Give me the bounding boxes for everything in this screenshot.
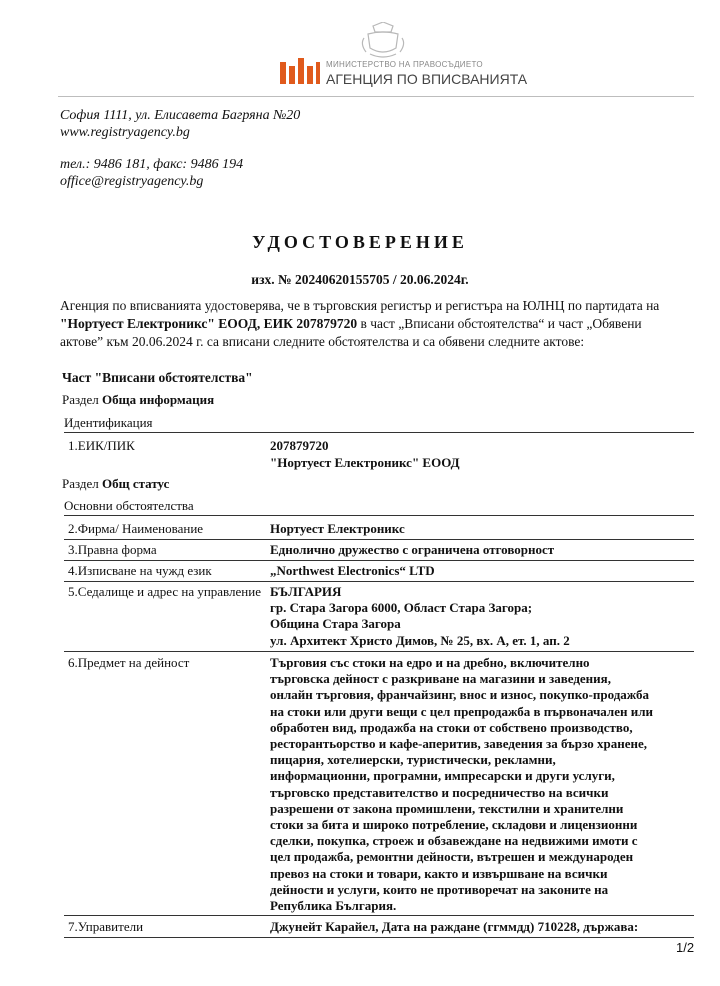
- activity-line: търговска дейност с разкриване на магазини и заведения,: [270, 671, 611, 687]
- section-prefix: Раздел: [62, 392, 103, 407]
- section-name: Общ статус: [102, 476, 170, 491]
- address-line: ул. Архитект Христо Димов, № 25, вх. А, ет. 1, ап. 2: [270, 632, 570, 648]
- section-heading-status: [62, 476, 169, 492]
- field-label-legal-form: 3.Правна форма: [68, 542, 157, 557]
- table-divider: [64, 937, 694, 938]
- activity-line: цел продажба, ремонтни дейности, вътрешен и международен: [270, 849, 634, 865]
- activity-line: разрешени от закона промишлени, текстилни и хранителни: [270, 800, 624, 816]
- agency-emblem-icon: [280, 56, 320, 86]
- contact-email[interactable]: office@registryagency.bg: [60, 174, 204, 189]
- intro-line-2: [60, 315, 696, 333]
- activity-line: търговско представителство и посредничество на всички: [270, 784, 609, 800]
- table-divider: [64, 560, 694, 561]
- address-line: БЪЛГАРИЯ: [270, 584, 342, 599]
- contact-website[interactable]: www.registryagency.bg: [60, 125, 190, 140]
- contact-address: София 1111, ул. Елисавета Багряна №20: [60, 108, 301, 123]
- intro-paragraph: [60, 297, 696, 351]
- field-label-eik: 1.ЕИК/ПИК: [68, 438, 135, 453]
- activity-line: дейности и услуги, които не противоречат на законите на: [270, 881, 609, 897]
- part-heading: Част "Вписани обстоятелства": [62, 370, 253, 385]
- section-prefix: Раздел: [62, 476, 103, 491]
- section-name: Обща информация: [102, 392, 215, 407]
- intro-line-1: Агенция по вписванията удостоверява, че в търговския регистър и регистъра на ЮЛНЦ по партидата на: [60, 298, 660, 313]
- activity-line: Република България.: [270, 898, 397, 914]
- subsection-main: Основни обстоятелства: [64, 498, 194, 513]
- intro-line-2-rest: в част „Вписани обстоятелства“ и част „Обявени: [357, 316, 642, 331]
- field-value-activity: [270, 655, 690, 914]
- field-value-firm: Нортуест Електроникс: [270, 521, 405, 536]
- header-divider: [58, 96, 694, 97]
- field-label-address: 5.Седалище и адрес на управление: [68, 584, 261, 599]
- table-divider: [64, 651, 694, 652]
- activity-line: обработен вид, продажба на стоки от собствено производство,: [270, 719, 633, 735]
- table-divider: [64, 432, 694, 433]
- document-title: УДОСТОВЕРЕНИЕ: [252, 232, 468, 252]
- field-value-company: "Нортуест Електроникс" ЕООД: [270, 455, 460, 470]
- activity-line: сделки, покупка, строеж и обзавеждане на недвижими имоти с: [270, 833, 638, 849]
- table-divider: [64, 515, 694, 516]
- subsection-identification: Идентификация: [64, 415, 153, 430]
- field-value-address: [270, 584, 690, 649]
- document-number: изх. № 20240620155705 / 20.06.2024г.: [251, 272, 469, 287]
- table-divider: [64, 915, 694, 916]
- field-value-managers: Джунейт Карайел, Дата на раждане (ггммдд) 710228, държава:: [270, 919, 639, 934]
- table-divider: [64, 581, 694, 582]
- intro-line-3: актове” към 20.06.2024 г. са вписани следните обстоятелства и са обявени следните актове:: [60, 334, 585, 349]
- address-line: Община Стара Загора: [270, 616, 401, 632]
- field-label-activity: 6.Предмет на дейност: [68, 655, 190, 670]
- field-value-legal-form: Еднолично дружество с ограничена отговорност: [270, 542, 555, 557]
- contact-phone: тел.: 9486 181, факс: 9486 194: [60, 157, 244, 172]
- field-label-managers: 7.Управители: [68, 919, 144, 934]
- field-label-firm: 2.Фирма/ Наименование: [68, 521, 204, 536]
- activity-line: стоки за бита и широко потребление, складови и лицензионни: [270, 817, 638, 833]
- section-heading-general: [62, 392, 214, 408]
- activity-line: пицария, хотелиерски, туристически, рекламни,: [270, 752, 556, 768]
- activity-line: информационни, програмни, импресарски и други услуги,: [270, 768, 615, 784]
- activity-line: ресторантьорство и кафе-аперитив, заведения за бързо хранене,: [270, 736, 647, 752]
- field-value-eik: 207879720: [270, 438, 329, 453]
- agency-name: АГЕНЦИЯ ПО ВПИСВАНИЯТА: [326, 71, 528, 87]
- address-line: гр. Стара Загора 6000, Област Стара Загора;: [270, 600, 533, 616]
- page-number: 1/2: [676, 940, 695, 955]
- table-divider: [64, 539, 694, 540]
- activity-line: Търговия със стоки на едро и на дребно, включително: [270, 655, 590, 670]
- activity-line: превоз на стоки и товари, както и извършване на всички: [270, 865, 608, 881]
- activity-line: на стоки или други вещи с цел препродажба в първоначален или: [270, 703, 653, 719]
- ministry-name: МИНИСТЕРСТВО НА ПРАВОСЪДИЕТО: [326, 60, 483, 69]
- company-name-bold: "Нортуест Електроникс" ЕООД, ЕИК 207879720: [60, 316, 358, 331]
- field-value-foreign-name: „Northwest Electronics“ LTD: [270, 563, 435, 578]
- activity-line: онлайн търговия, франчайзинг, внос и износ, покупко-продажба: [270, 687, 650, 703]
- field-label-foreign-name: 4.Изписване на чужд език: [68, 563, 212, 578]
